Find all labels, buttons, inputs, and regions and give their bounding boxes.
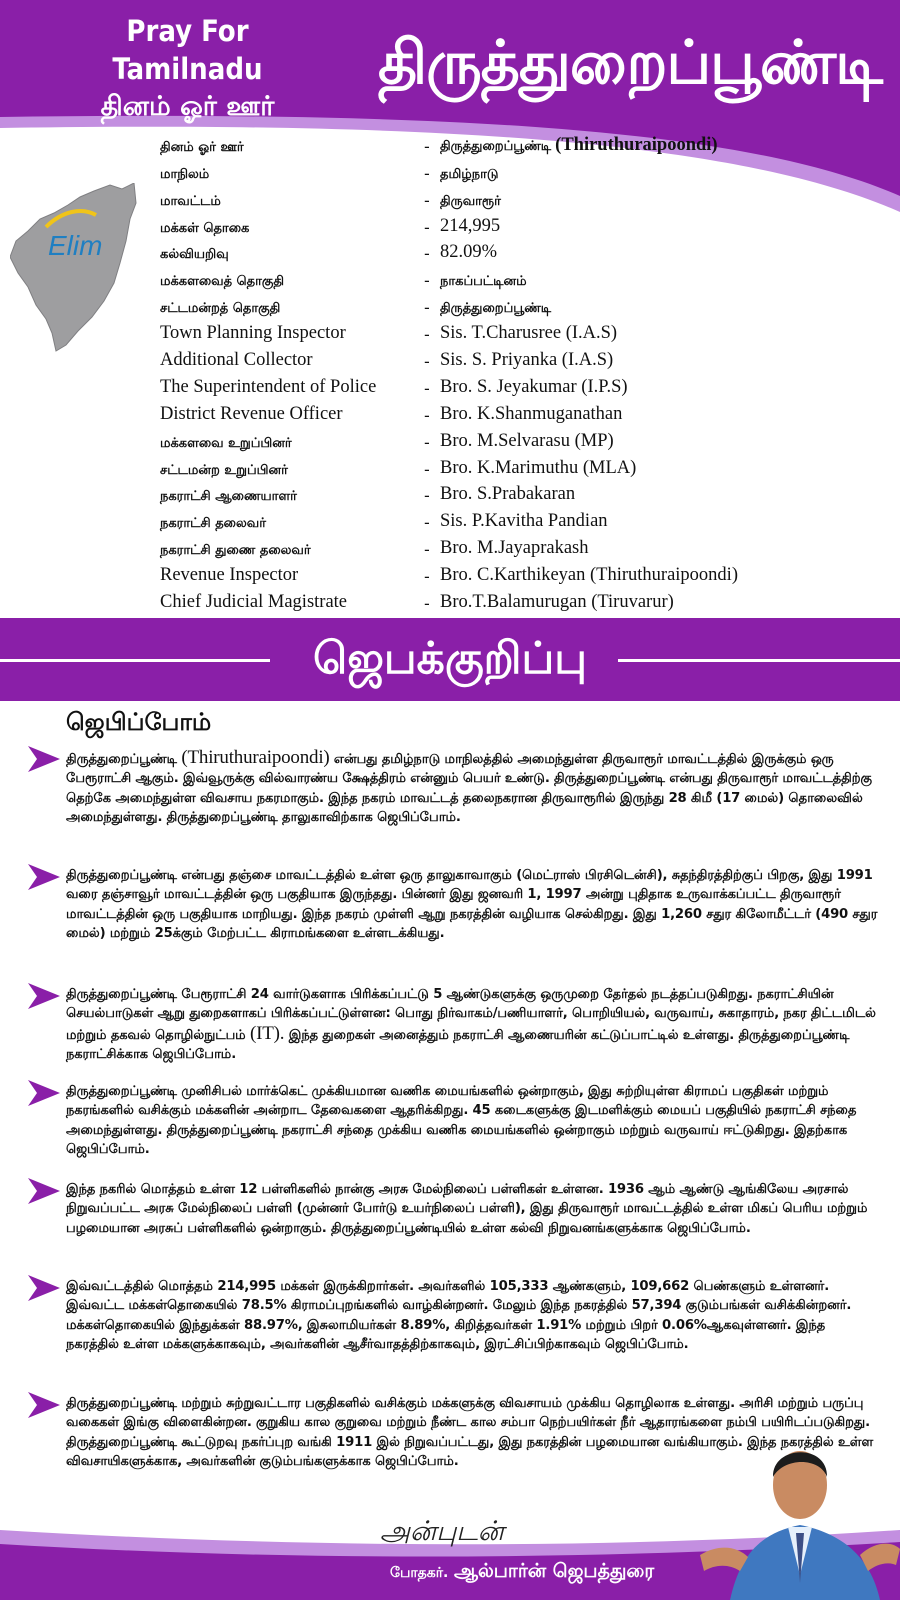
info-row [160, 159, 890, 186]
info-value [440, 377, 628, 398]
paragraph-text: இவ்வட்டத்தில் மொத்தம் 214,995 மக்கள் இருக்கிறார்கள். அவர்களில் 105,333 ஆண்களும், 109,662 பெண்களும் உள்ளனர். இவ்வட்ட மக்கள்தொகையில் 78.5% கிராமப்புறங்களில் வாழ்கின்றனர். மேலும் இந்த நகரத்தில் 57,394 குடும்பங்கள் வசிக்கின்றனர். மக்கள்தொகையில் இந்துக்கள் 88.97%, இசுலாமியர்கள் 8.89%, கிறித்தவர்கள் 1.91% மற்றும் பிறர் 0.06%ஆகவுள்ளனர். இந்த நகரத்தில் உள்ள மக்களுக்காகவும், அவர்களின் ஆசீர்வாதத்திற்காகவும், இரட்சிப்பிற்காகவும் ஜெபிப்போம். [66, 1279, 852, 1353]
bullet-arrow-icon [28, 1178, 60, 1204]
info-row [160, 482, 890, 509]
info-value [440, 592, 674, 613]
info-separator: - [424, 352, 430, 372]
paragraph-text: இந்த நகரில் மொத்தம் உள்ள 12 பள்ளிகளில் நான்கு அரசு மேல்நிலைப் பள்ளிகள் உள்ளன. 1936 ஆம் ஆண்டு ஆங்கிலேய அரசால் நிறுவப்பட்ட அரசு மேல்நிலைப் பள்ளி (முன்னர் போர்டு உயர்நிலைப் பள்ளி), இது திருவாரூர் மாவட்டத்தில் உள்ள மிகப் பெரிய மற்றும் பழமையான அரசுப் பள்ளிகளில் ஒன்றாகும். திருத்துறைப்பூண்டியில் உள்ள கல்வி நிறுவனங்களுக்காக ஜெபிப்போம். [66, 1182, 868, 1236]
info-value [440, 301, 551, 317]
paragraph-text: திருத்துறைப்பூண்டி பேரூராட்சி 24 வார்டுகளாக பிரிக்கப்பட்டு 5 ஆண்டுகளுக்கு ஒருமுறை தேர்தல் நடத்தப்படுகிறது. நகராட்சியின் செயல்பாடுகள் ஆறு துறைகளாகப் பிரிக்கப்பட்டுள்ளன: பொது நிர்வாகம்/பணியாளர், பொறியியல், வருவாய், சுகாதாரம், நகர திட்டமிடல் மற்றும் தகவல் தொழில்நுட்பம் [66, 987, 876, 1043]
info-row [160, 293, 890, 320]
info-label: மக்கள் தொகை [160, 220, 250, 236]
paragraph-text: திருத்துறைப்பூண்டி மற்றும் சுற்றுவட்டார பகுதிகளில் வசிக்கும் மக்களுக்கு விவசாயம் முக்கிய தொழிலாக உள்ளது. அரிசி மற்றும் பருப்பு வகைகள் இங்கு விளைகின்றன. குறுகிய கால குறுவை மற்றும் நீண்ட கால சம்பா நெற்பயிர்கள் நீர் ஆதாரங்களை நம்பி பயிரிடப்படுகிறது. திருத்துறைப்பூண்டி கூட்டுறவு நகர்ப்புற வங்கி 1911 இல் நிறுவப்பட்டது, இது நகரத்தின் பழமையான வங்கியாகும். இந்த நகரத்தில் உள்ள விவசாயிகளுக்காக, அவர்களின் குடும்பங்களுக்காக ஜெபிப்போம். [66, 1396, 874, 1470]
info-value [440, 538, 588, 559]
info-value-main: Bro. M.Jayaprakash [440, 538, 589, 559]
info-value [440, 484, 575, 505]
signature: அன்புடன் [380, 1516, 504, 1547]
info-label: மாநிலம் [160, 166, 210, 182]
prayer-paragraph [66, 1082, 878, 1160]
prayer-paragraph [66, 748, 878, 828]
paragraph-text-continued: இந்த துறைகள் அனைத்தும் நகராட்சி ஆணையரின் கட்டுப்பாட்டில் உள்ளது. திருத்துறைப்பூண்டி நகராட்சிக்காக ஜெபிப்போம். [66, 1027, 850, 1063]
paragraph-text: திருத்துறைப்பூண்டி என்பது தஞ்சை மாவட்டத்தில் உள்ள ஒரு தாலுகாவாகும் (மெட்ராஸ் பிரசிடென்சி), சுதந்திரத்திற்குப் பிறகு, இது 1991 வரை தஞ்சாவூர் மாவட்டத்தின் ஒரு பகுதியாக இருந்தது. பின்னர் இது ஜனவரி 1, 1997 அன்று புதிதாக உருவாக்கப்பட்ட திருவாரூர் மாவட்டத்தின் ஒரு பகுதியாக மாறியது. இந்த நகரம் முள்ளி ஆறு நகரத்தின் வழியாக செல்கிறது. இது 1,260 சதுர கிலோமீட்டர் (490 சதுர மைல்) மற்றும் 25க்கும் மேற்பட்ட கிராமங்களை உள்ளடக்கியது. [66, 868, 878, 942]
bullet-arrow-icon [28, 864, 60, 890]
info-label: The Superintendent of Police [160, 376, 377, 397]
info-separator: - [424, 298, 430, 318]
info-value-main: Sis. T.Charusree (I.A.S) [440, 323, 618, 344]
info-row [160, 213, 890, 240]
prayer-paragraph [66, 866, 878, 944]
info-row [160, 455, 890, 482]
info-label: மக்களவை உறுப்பினர் [160, 435, 292, 451]
info-value-main: Bro. S.Prabakaran [440, 484, 576, 505]
section-banner [0, 618, 900, 701]
info-separator: - [424, 136, 430, 156]
info-value-main: Bro. C.Karthikeyan (Thiruthuraipoondi) [440, 565, 738, 586]
info-row [160, 186, 890, 213]
info-value-main: திருத்துறைப்பூண்டி [440, 138, 552, 154]
info-value [440, 565, 738, 586]
state-outline-shape [10, 183, 136, 351]
banner-title: ஜெபக்குறிப்பு [312, 633, 587, 684]
info-row [160, 320, 890, 347]
prayer-paragraph [66, 985, 878, 1065]
bullet-arrow-icon [28, 983, 60, 1009]
info-label: Additional Collector [160, 350, 313, 371]
info-row [160, 589, 890, 616]
pastor-name: ஆல்பார்ன் ஜெபத்துரை [453, 1560, 655, 1582]
elim-logo-text: Elim [48, 230, 103, 261]
paragraph-english-term: (IT). [250, 1022, 285, 1044]
info-value [440, 404, 622, 425]
info-separator: - [424, 432, 430, 452]
info-value [440, 431, 614, 452]
info-value-main: Sis. P.Kavitha Pandian [440, 511, 608, 532]
tagline-line1: Pray For Tamilnadu [112, 14, 263, 86]
info-label: Chief Judicial Magistrate [160, 592, 348, 613]
prayer-heading: ஜெபிப்போம் [66, 708, 212, 736]
info-separator: - [424, 325, 430, 345]
info-separator: - [424, 486, 430, 506]
info-label: மாவட்டம் [160, 193, 221, 209]
info-label: Town Planning Inspector [160, 323, 346, 344]
right-hand-shape [860, 1544, 900, 1571]
info-row [160, 240, 890, 267]
bullet-arrow-icon [28, 746, 60, 772]
info-value [440, 458, 636, 479]
info-value-main: Bro.T.Balamurugan (Tiruvarur) [440, 592, 674, 613]
paragraph-text: திருத்துறைப்பூண்டி [66, 752, 177, 767]
info-value-main: Sis. S. Priyanka (I.A.S) [440, 350, 614, 371]
tagline-line2: தினம் ஓர் ஊர் [100, 91, 275, 122]
info-value-main: Bro. M.Selvarasu (MP) [440, 430, 614, 451]
info-row [160, 428, 890, 455]
info-value-main: நாகப்பட்டினம் [440, 274, 527, 290]
info-value [440, 167, 498, 183]
tagline [70, 12, 305, 126]
page-title: திருத்துறைப்பூண்டி [378, 28, 882, 98]
info-table [160, 132, 890, 616]
info-separator: - [424, 567, 430, 587]
info-row [160, 132, 890, 159]
info-separator: - [424, 271, 430, 291]
info-label: மக்களவைத் தொகுதி [160, 274, 285, 290]
info-row [160, 535, 890, 562]
info-label: தினம் ஓர் ஊர் [160, 139, 244, 155]
info-separator: - [424, 163, 430, 183]
info-value-main: Bro. K.Shanmuganathan [440, 403, 623, 424]
info-row [160, 401, 890, 428]
info-separator: - [424, 378, 430, 398]
info-value [440, 242, 497, 263]
info-separator: - [424, 594, 430, 614]
info-value [440, 274, 527, 290]
info-row [160, 562, 890, 589]
info-value-main: Bro. K.Marimuthu (MLA) [440, 457, 637, 478]
tamilnadu-map [10, 183, 138, 353]
bullet-arrow-icon [28, 1275, 60, 1301]
info-label: சட்டமன்றத் தொகுதி [160, 301, 281, 317]
info-value [440, 194, 501, 210]
info-separator: - [424, 217, 430, 237]
info-value [440, 216, 500, 237]
prayer-paragraph [66, 1180, 878, 1238]
pastor-prefix: போதகர். [390, 1565, 449, 1581]
paragraph-text: திருத்துறைப்பூண்டி முனிசிபல் மார்க்கெட் முக்கியமான வணிக மையங்களில் ஒன்றாகும், இது சுற்றியுள்ள கிராமப் பகுதிகள் மற்றும் நகரங்களில் வசிக்கும் மக்களின் அன்றாட தேவைகளை ஆதரிக்கிறது. 45 கடைகளுக்கு இடமளிக்கும் மையப் பகுதியில் நகராட்சி சந்தை அமைந்துள்ளது. திருத்துறைப்பூண்டி நகராட்சி சந்தை முக்கிய வணிக மையங்களில் ஒன்றாகும் மற்றும் வருவாய் ஈட்டுகிறது. இதற்காக ஜெபிப்போம். [66, 1084, 857, 1158]
info-value [440, 135, 718, 156]
bullet-arrow-icon [28, 1080, 60, 1106]
info-row [160, 508, 890, 535]
info-value-main: திருத்துறைப்பூண்டி [440, 301, 552, 317]
info-separator: - [424, 540, 430, 560]
info-label: நகராட்சி ஆணையாளர் [160, 489, 297, 505]
info-value [440, 350, 613, 371]
info-row [160, 266, 890, 293]
paragraph-english-term: (Thiruthuraipoondi) [181, 747, 330, 768]
info-value [440, 323, 617, 344]
prayer-paragraph [66, 1277, 878, 1355]
info-value-main: 214,995 [440, 215, 501, 236]
info-separator: - [424, 513, 430, 533]
info-label: சட்டமன்ற உறுப்பினர் [160, 462, 288, 478]
info-label: District Revenue Officer [160, 403, 343, 424]
pastor-photo [700, 1415, 900, 1600]
info-label: நகராட்சி துணை தலைவர் [160, 543, 311, 559]
info-separator: - [424, 244, 430, 264]
paragraph-text-continued: என்பது தமிழ்நாடு மாநிலத்தில் அமைந்துள்ள திருவாரூர் மாவட்டத்தில் இருக்கும் ஒரு பேரூராட்சி ஆகும். இவ்வூருக்கு வில்வாரண்ய க்ஷேத்திரம் என்னும் பெயர் உண்டு. திருத்துறைப்பூண்டி என்பது திருவாரூர் மாவட்டத்திற்கு தெற்கே அமைந்துள்ள விவசாய நகரமாகும். இந்த நகரம் மாவட்டத் தலைநகரான திருவாரூரில் இருந்து 28 கிமீ (17 மைல்) தொலைவில் அமைந்துள்ளது. திருத்துறைப்பூண்டி தாலுகாவிற்காக ஜெபிப்போம். [66, 752, 872, 826]
info-separator: - [424, 459, 430, 479]
left-hand-shape [700, 1548, 748, 1571]
bullet-arrow-icon [28, 1392, 60, 1418]
pastor-name-line [390, 1560, 654, 1585]
info-label: Revenue Inspector [160, 565, 299, 586]
info-value [440, 511, 608, 532]
info-separator: - [424, 190, 430, 210]
info-label: கல்வியறிவு [160, 247, 229, 263]
info-value-main: Bro. S. Jeyakumar (I.P.S) [440, 376, 628, 397]
info-label: நகராட்சி தலைவர் [160, 516, 267, 532]
info-row [160, 374, 890, 401]
info-row [160, 347, 890, 374]
info-separator: - [424, 405, 430, 425]
info-value-main: திருவாரூர் [440, 193, 501, 209]
info-value-main: தமிழ்நாடு [440, 166, 499, 182]
info-value-extra: (Thiruthuraipoondi) [555, 134, 718, 155]
info-value-main: 82.09% [440, 242, 498, 263]
